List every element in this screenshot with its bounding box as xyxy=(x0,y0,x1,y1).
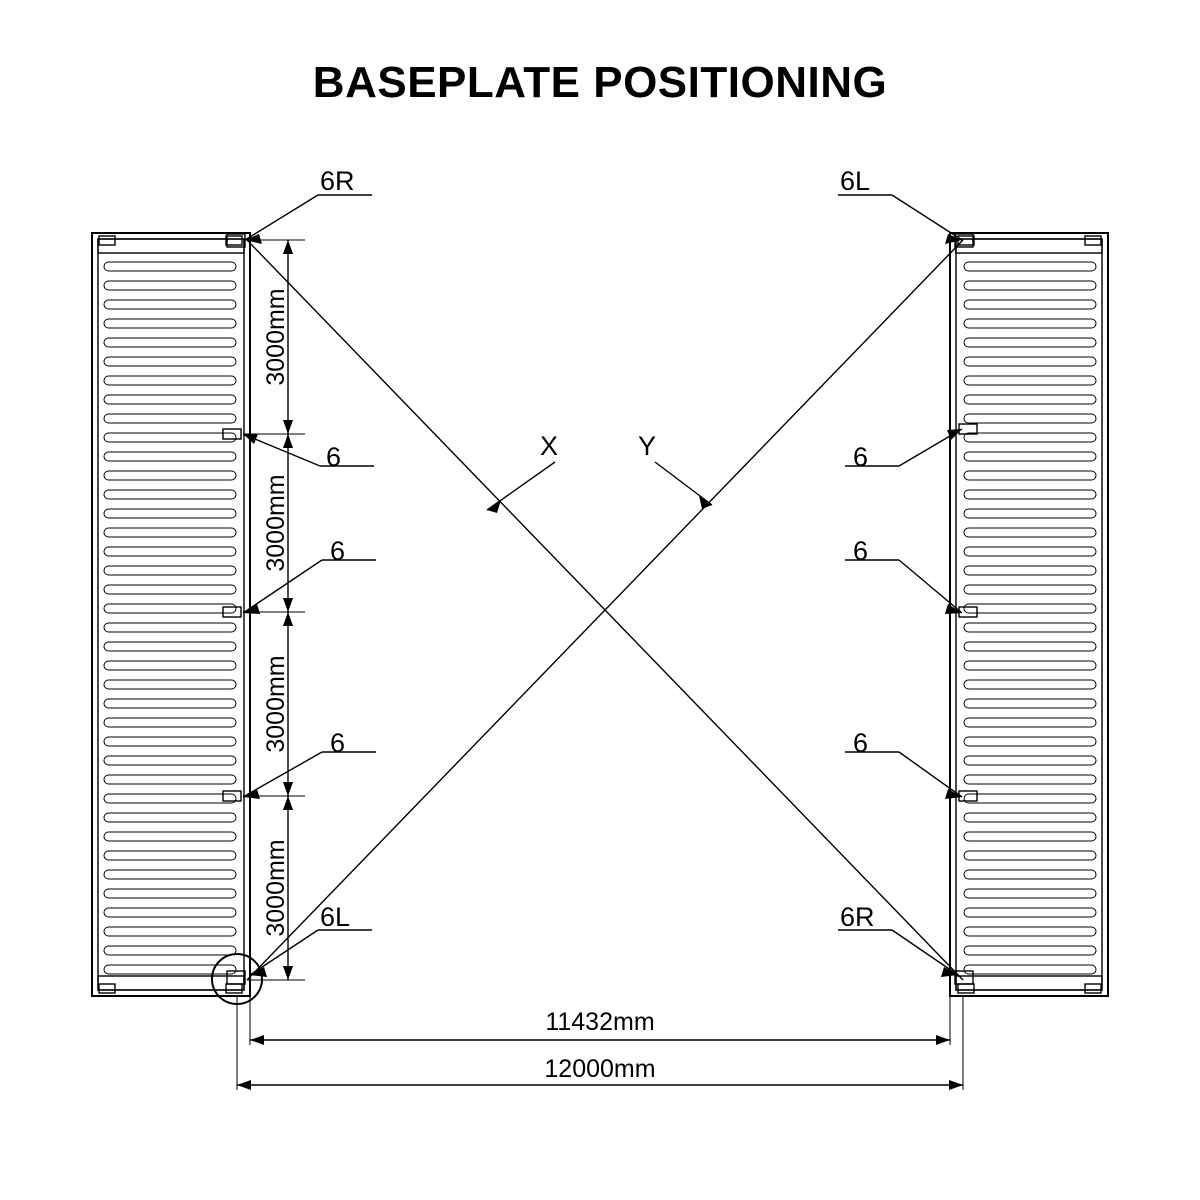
callout-right-mid-3: 6 xyxy=(853,728,869,758)
horizontal-dim-inner: 11432mm xyxy=(545,1008,655,1036)
horizontal-dim-outer: 12000mm xyxy=(544,1055,656,1083)
callout-right-mid-2: 6 xyxy=(853,536,869,566)
leader-right-mid-3 xyxy=(845,752,962,799)
callout-left-top: 6R xyxy=(320,166,355,196)
leader-right-top xyxy=(838,195,962,244)
diagonal-y-label: Y xyxy=(638,431,657,461)
callout-left-bottom: 6L xyxy=(320,902,351,932)
vertical-dim-4: 3000mm xyxy=(262,839,290,937)
diagonal-lines xyxy=(247,240,963,980)
callout-left-mid-2: 6 xyxy=(330,536,346,566)
vertical-dim-1: 3000mm xyxy=(262,288,290,386)
callout-right-top: 6L xyxy=(840,166,871,196)
vertical-dim-2: 3000mm xyxy=(262,474,290,572)
page-title: BASEPLATE POSITIONING xyxy=(312,58,888,107)
callout-left-mid-1: 6 xyxy=(326,442,342,472)
leader-right-bottom xyxy=(838,930,958,977)
leader-left-mid-3 xyxy=(243,752,376,799)
left-container-outline xyxy=(92,233,262,1004)
leader-left-top xyxy=(245,195,372,244)
callout-right-mid-1: 6 xyxy=(853,442,869,472)
leader-left-mid-1 xyxy=(243,434,374,466)
callout-left-mid-3: 6 xyxy=(330,728,346,758)
leader-right-mid-2 xyxy=(845,560,962,614)
callout-right-bottom: 6R xyxy=(840,902,875,932)
right-container-outline xyxy=(950,233,1108,996)
diagonal-x-label: X xyxy=(540,431,559,461)
vertical-dim-3: 3000mm xyxy=(262,655,290,753)
